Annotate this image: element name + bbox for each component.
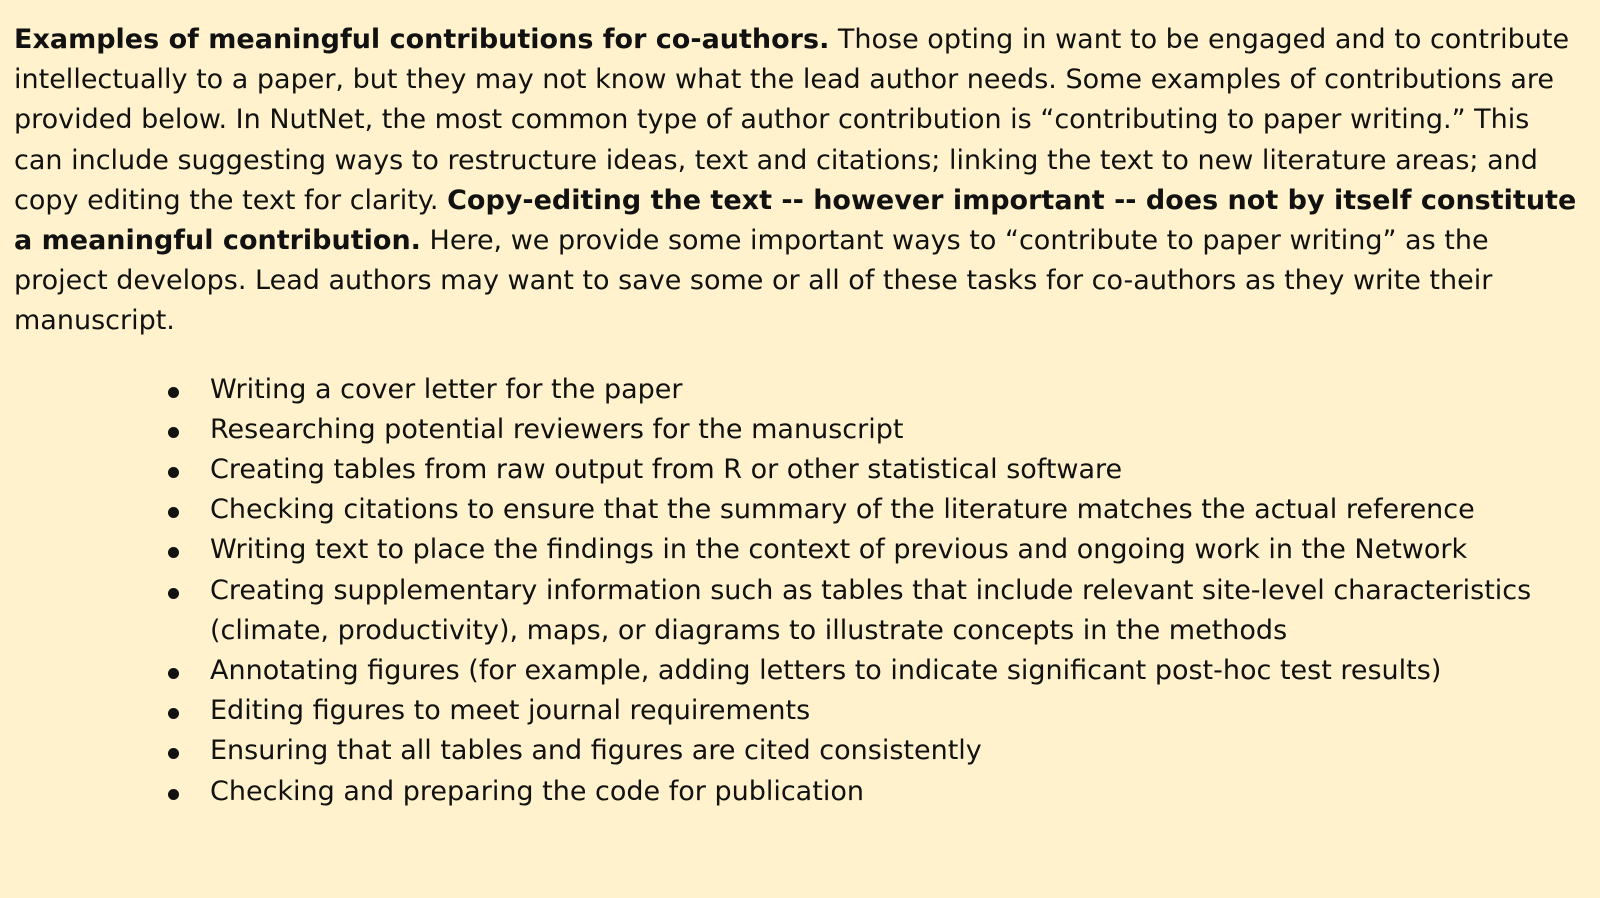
contribution-examples-list [14,370,1600,812]
list-item [14,370,1586,410]
bullet-icon [168,668,179,679]
list-item [14,731,1586,771]
bullet-icon [168,748,179,759]
list-item-text: Writing text to place the findings in the context of previous and ongoing work in the Network [210,534,1468,566]
list-item-text: Creating supplementary information such as tables that include relevant site-level characteristics (climate, productivity), maps, or diagrams to illustrate concepts in the methods [210,574,1532,646]
list-item [14,772,1586,812]
list-item [14,490,1586,530]
bullet-icon [168,547,179,558]
intro-paragraph [14,20,1584,342]
list-item-text: Writing a cover letter for the paper [210,373,683,405]
list-item-text: Checking and preparing the code for publication [210,775,864,807]
list-item [14,571,1586,651]
list-item [14,530,1586,570]
list-item [14,450,1586,490]
emphasis-statement: Copy-editing the text -- however important -- does not by itself constitute a meaningful contribution. [14,184,1577,257]
list-item-text: Checking citations to ensure that the summary of the literature matches the actual reference [210,494,1475,526]
intro-text-part-1: Those opting in want to be engaged and to contribute intellectually to a paper, but they may not know what the lead author needs. Some examples of contributions are provided below. In NutNet, the most common type of author contribution is “contributing to paper writing.” This can include suggesting ways to restructure ideas, text and citations; linking the text to new literature areas; and copy editing the text for clarity. [14,24,1570,216]
list-item-text: Researching potential reviewers for the manuscript [210,413,904,445]
bullet-icon [168,427,179,438]
intro-text-part-2: Here, we provide some important ways to “contribute to paper writing” as the project develops. Lead authors may want to save some or all of these tasks for co-authors as they write their manuscript. [14,225,1493,337]
bullet-icon [168,588,179,599]
bullet-icon [168,387,179,398]
bullet-icon [168,467,179,478]
list-item [14,691,1586,731]
bullet-icon [168,789,179,800]
bullet-icon [168,708,179,719]
list-item-text: Annotating figures (for example, adding letters to indicate significant post-hoc test results) [210,655,1442,687]
bullet-icon [168,507,179,518]
list-item-text: Creating tables from raw output from R or other statistical software [210,454,1123,486]
list-item [14,651,1586,691]
list-item-text: Editing figures to meet journal requirements [210,695,811,727]
list-item-text: Ensuring that all tables and figures are cited consistently [210,735,982,767]
list-item [14,410,1586,450]
section-heading: Examples of meaningful contributions for co-authors. [14,24,830,55]
